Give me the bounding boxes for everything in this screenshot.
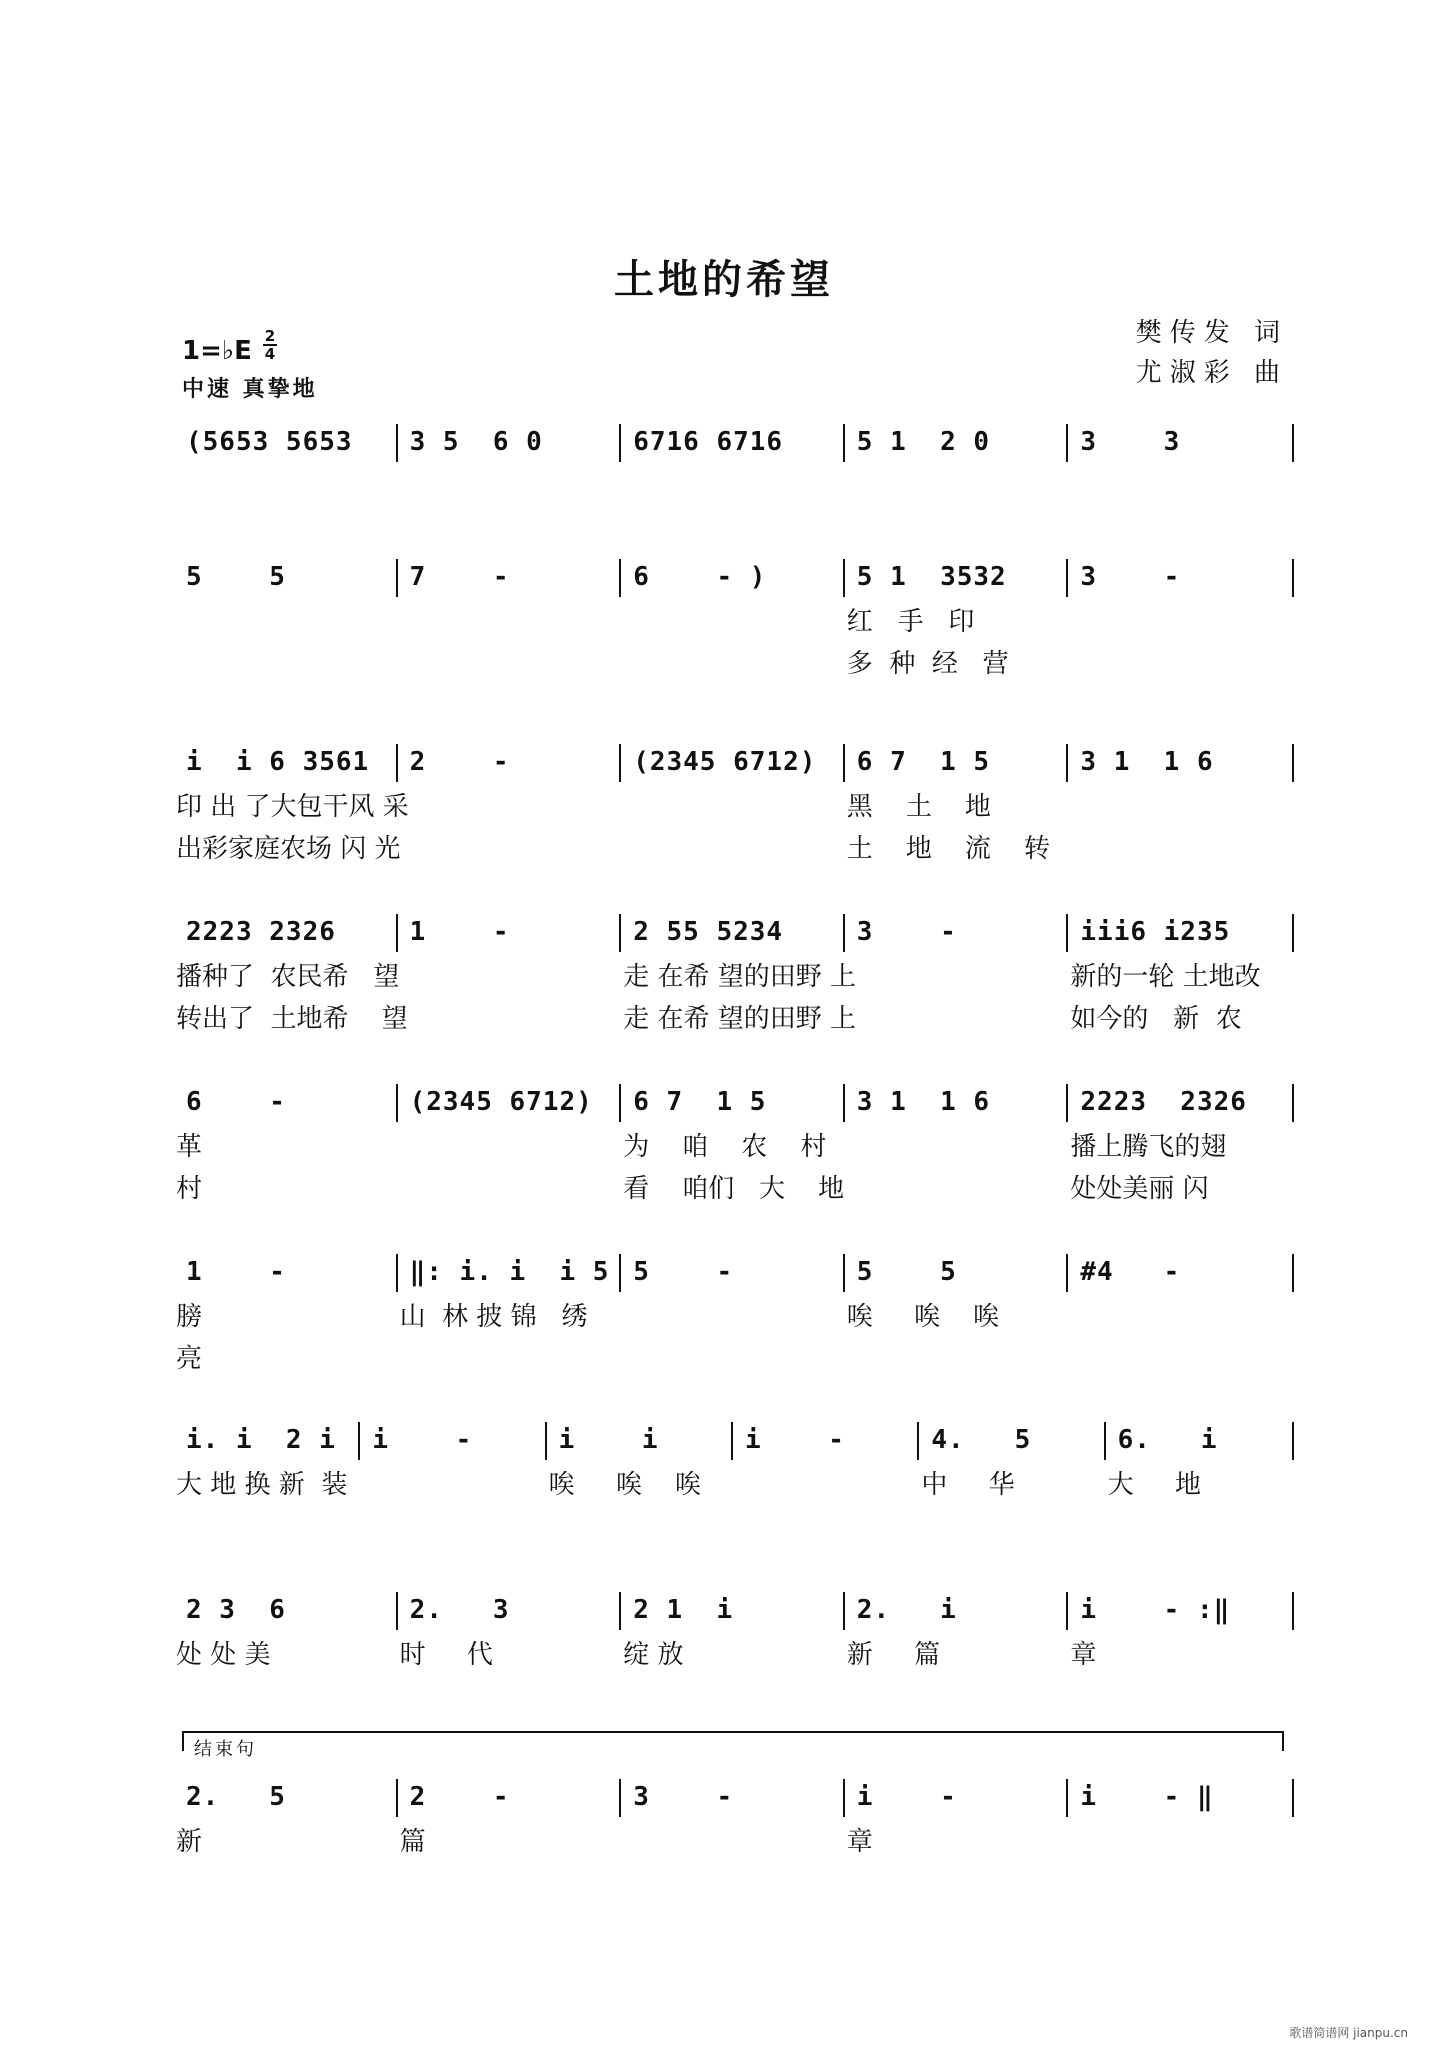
bar-line <box>843 1779 845 1817</box>
lyric-text: 章 <box>1070 1640 1097 1670</box>
lyric-text: 绽 放 <box>623 1640 684 1670</box>
measure: 6. i <box>1117 1425 1218 1455</box>
bar-line <box>619 1084 621 1122</box>
lyric-text: 红 手 印 <box>846 607 975 637</box>
measure: 3 3 <box>1080 427 1181 457</box>
bar-line <box>1292 1592 1294 1630</box>
measure: 3 1 1 6 <box>1080 747 1214 777</box>
bar-line <box>1066 914 1068 952</box>
bar-line <box>396 424 398 462</box>
measure: 5 5 <box>856 1257 957 1287</box>
bar-line <box>396 1084 398 1122</box>
measure: 6 - <box>186 1087 286 1117</box>
measure: 2. i <box>856 1595 957 1625</box>
bar-line <box>619 559 621 597</box>
lyric-line <box>176 1130 1294 1164</box>
notation-line <box>176 1080 1294 1124</box>
bar-line <box>1292 559 1294 597</box>
bar-line <box>1292 914 1294 952</box>
bar-line <box>843 1254 845 1292</box>
lyric-text: 为 咱 农 村 <box>623 1132 827 1162</box>
notation-line <box>176 1418 1294 1462</box>
bar-line <box>396 1779 398 1817</box>
measure: (2345 6712) <box>633 747 817 777</box>
lyric-text: 大 地 换 新 装 <box>176 1470 348 1500</box>
measure: ‖: i. i i 5 <box>409 1257 610 1287</box>
measure: 6716 6716 <box>633 427 784 457</box>
bar-line <box>1292 1254 1294 1292</box>
lyric-text: 播种了 农民希 望 <box>176 962 400 992</box>
bar-line <box>843 744 845 782</box>
bar-line <box>843 1592 845 1630</box>
measure: 2223 2326 <box>186 917 336 947</box>
bar-line <box>396 1592 398 1630</box>
bar-line <box>1066 1592 1068 1630</box>
measure: i - :‖ <box>1080 1595 1231 1625</box>
lyric-line <box>176 1002 1294 1036</box>
lyric-text: 中 华 <box>921 1470 1015 1500</box>
measure: 2 - <box>409 747 510 777</box>
measure: 6 7 1 5 <box>633 1087 767 1117</box>
measure: i - <box>856 1782 957 1812</box>
lyric-line <box>176 1825 1294 1859</box>
measure: i i 6 3561 <box>186 747 370 777</box>
lyric-text: 转出了 土地希 望 <box>176 1004 408 1034</box>
measure: 7 - <box>409 562 510 592</box>
notation-line <box>176 420 1294 464</box>
notation-line <box>176 910 1294 954</box>
bar-line <box>843 1084 845 1122</box>
measure: #4 - <box>1080 1257 1181 1287</box>
time-sig-top: 2 <box>264 327 276 345</box>
lyric-text: 唉 唉 唉 <box>548 1470 702 1500</box>
lyric-text: 膀 <box>176 1302 203 1332</box>
lyric-text: 处 处 美 <box>176 1640 271 1670</box>
lyric-line <box>176 1342 1294 1376</box>
measure: i. i 2 i <box>186 1425 336 1455</box>
lyric-text: 处处美丽 闪 <box>1070 1174 1209 1204</box>
measure: iii6 i235 <box>1080 917 1231 947</box>
bar-line <box>1292 1084 1294 1122</box>
bar-line <box>396 1254 398 1292</box>
measure: 6 - ) <box>633 562 767 592</box>
measure: i - ‖ <box>1080 1782 1214 1812</box>
bar-line <box>619 1254 621 1292</box>
notation-line <box>176 1775 1294 1819</box>
ending-label: 结束句 <box>194 1739 257 1760</box>
measure: 5 5 <box>186 562 286 592</box>
bar-line <box>396 559 398 597</box>
bar-line <box>917 1422 919 1460</box>
lyric-text: 走 在希 望的田野 上 <box>623 1004 856 1034</box>
lyric-text: 大 地 <box>1107 1470 1201 1500</box>
bar-line <box>358 1422 360 1460</box>
measure: 1 - <box>186 1257 286 1287</box>
measure: 3 1 1 6 <box>856 1087 991 1117</box>
lyric-text: 如今的 新 农 <box>1070 1004 1242 1034</box>
time-signature <box>263 328 277 362</box>
lyric-text: 篇 <box>399 1827 426 1857</box>
measure: 2. 5 <box>186 1782 286 1812</box>
measure: 1 - <box>409 917 510 947</box>
lyric-text: 唉 唉 唉 <box>846 1302 1000 1332</box>
measure: 2. 3 <box>409 1595 510 1625</box>
lyric-text: 新的一轮 土地改 <box>1070 962 1261 992</box>
lyric-line <box>176 832 1294 866</box>
bar-line <box>1292 744 1294 782</box>
bar-line <box>1066 1779 1068 1817</box>
measure: 3 - <box>1080 562 1181 592</box>
measure: 3 5 6 0 <box>409 427 543 457</box>
lyric-text: 新 篇 <box>846 1640 941 1670</box>
watermark: 歌谱简谱网 jianpu.cn <box>1289 2026 1408 2040</box>
ending-bracket <box>182 1731 1284 1760</box>
key-signature: 1=♭E <box>182 336 252 366</box>
lyric-text: 村 <box>176 1174 203 1204</box>
lyric-text: 播上腾飞的翅 <box>1070 1132 1227 1162</box>
measure: 4. 5 <box>931 1425 1032 1455</box>
time-sig-bottom: 4 <box>264 345 276 363</box>
tempo-marking: 中速 真挚地 <box>182 377 318 402</box>
bar-line <box>1292 424 1294 462</box>
lyric-text: 时 代 <box>399 1640 493 1670</box>
bar-line <box>619 1779 621 1817</box>
measure: 3 - <box>633 1782 734 1812</box>
lyric-text: 看 咱们 大 地 <box>623 1174 845 1204</box>
lyric-text: 新 <box>176 1827 203 1857</box>
bar-line <box>619 744 621 782</box>
measure: 5 1 3532 <box>856 562 1007 592</box>
measure: 3 - <box>856 917 957 947</box>
lyric-text: 黑 土 地 <box>846 792 991 822</box>
bar-line <box>1066 1084 1068 1122</box>
lyric-line <box>176 1172 1294 1206</box>
lyric-text: 走 在希 望的田野 上 <box>623 962 856 992</box>
bar-line <box>1066 744 1068 782</box>
lyricist-credit: 樊传发 词 <box>1135 318 1288 348</box>
lyric-text: 多 种 经 营 <box>846 649 1009 679</box>
lyric-text: 亮 <box>176 1344 203 1374</box>
bar-line <box>619 424 621 462</box>
measure: (5653 5653 <box>186 427 353 457</box>
notation-line <box>176 555 1294 599</box>
measure: i - <box>745 1425 845 1455</box>
measure: 5 1 2 0 <box>856 427 991 457</box>
measure: 2223 2326 <box>1080 1087 1247 1117</box>
lyric-text: 土 地 流 转 <box>846 834 1050 864</box>
lyric-line <box>176 647 1294 681</box>
lyric-line <box>176 790 1294 824</box>
bar-line <box>843 424 845 462</box>
bar-line <box>619 1592 621 1630</box>
lyric-text: 革 <box>176 1132 203 1162</box>
bar-line <box>1066 424 1068 462</box>
bar-line <box>731 1422 733 1460</box>
bar-line <box>619 914 621 952</box>
measure: 2 - <box>409 1782 510 1812</box>
bar-line <box>396 744 398 782</box>
measure: 2 3 6 <box>186 1595 286 1625</box>
bar-line <box>843 559 845 597</box>
measure: 5 - <box>633 1257 734 1287</box>
measure: 6 7 1 5 <box>856 747 991 777</box>
measure: i - <box>372 1425 473 1455</box>
bar-line <box>1292 1422 1294 1460</box>
composer-credit: 尤淑彩 曲 <box>1135 358 1288 388</box>
measure: 2 1 i <box>633 1595 734 1625</box>
bar-line <box>1066 559 1068 597</box>
lyric-line <box>176 605 1294 639</box>
notation-line <box>176 1588 1294 1632</box>
bar-line <box>396 914 398 952</box>
measure: 2 55 5234 <box>633 917 784 947</box>
song-title: 土地的希望 <box>614 256 834 303</box>
measure: i i <box>558 1425 659 1455</box>
lyric-line <box>176 960 1294 994</box>
bar-line <box>1104 1422 1106 1460</box>
bar-line <box>1292 1779 1294 1817</box>
bar-line <box>1066 1254 1068 1292</box>
lyric-text: 章 <box>846 1827 873 1857</box>
lyric-line <box>176 1638 1294 1672</box>
lyric-line <box>176 1300 1294 1334</box>
bar-line <box>843 914 845 952</box>
notation-line <box>176 1250 1294 1294</box>
bar-line <box>545 1422 547 1460</box>
lyric-text: 山 林 披 锦 绣 <box>399 1302 588 1332</box>
lyric-text: 出彩家庭农场 闪 光 <box>176 834 401 864</box>
lyric-line <box>176 1468 1294 1502</box>
lyric-text: 印 出 了大包干风 采 <box>176 792 409 822</box>
notation-line <box>176 740 1294 784</box>
measure: (2345 6712) <box>409 1087 593 1117</box>
